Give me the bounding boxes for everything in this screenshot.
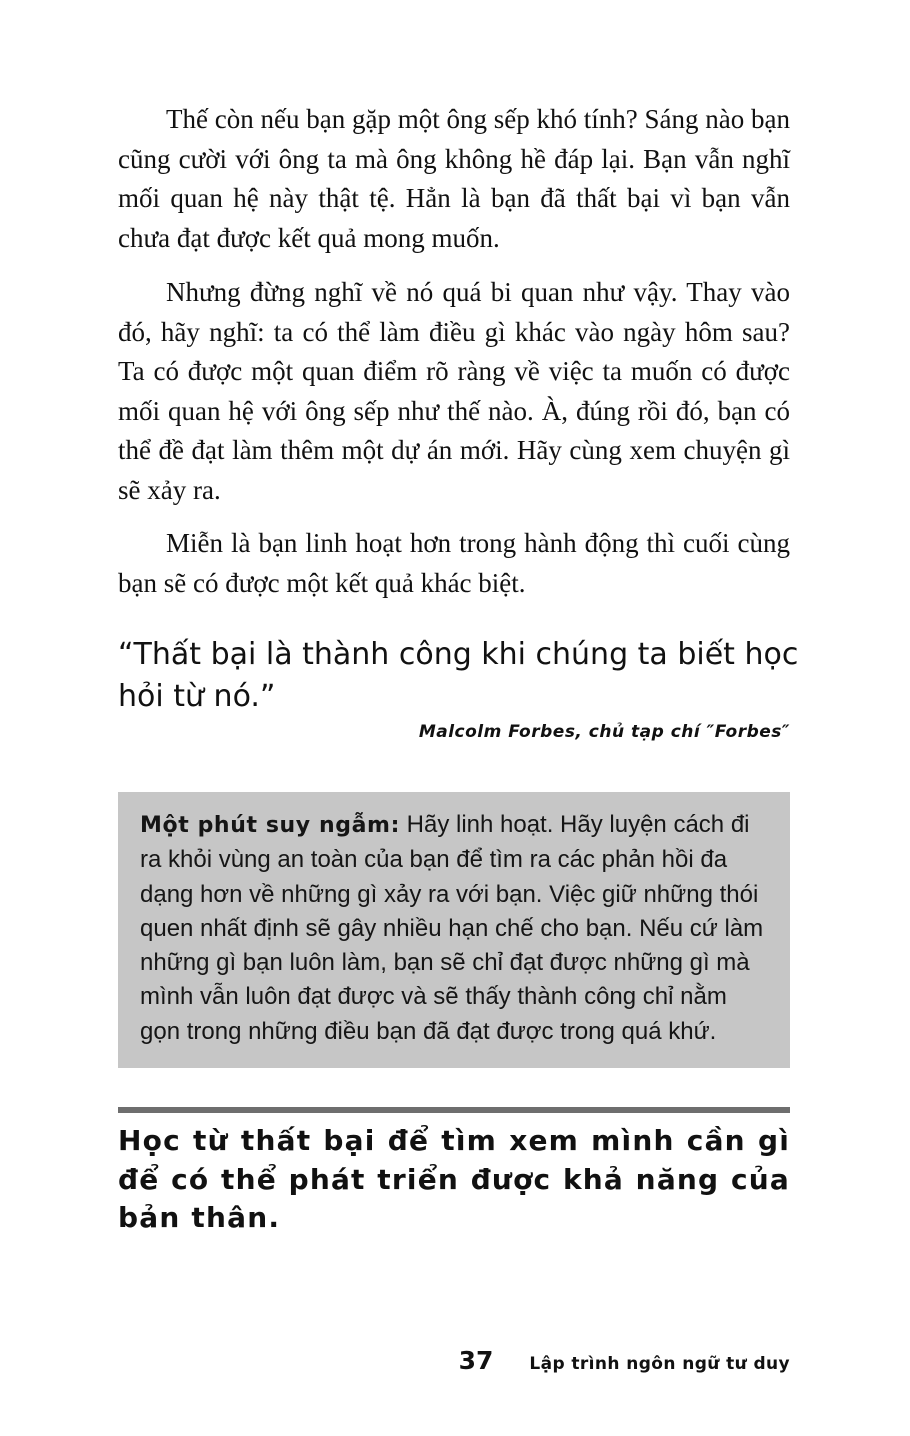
- body-paragraph-2: Nhưng đừng nghĩ về nó quá bi quan như vậy. Thay vào đó, hãy nghĩ: ta có thể làm điều gì khác vào ngày hôm sau? Ta có được một quan điểm rõ ràng về việc ta muốn có được mối quan hệ với ông sếp như thế nào. À, đúng rồi đó, bạn có thể đề đạt làm thêm một dự án mới. Hãy cùng xem chuyện gì sẽ xảy ra.: [118, 277, 790, 505]
- body-paragraph-1: Thế còn nếu bạn gặp một ông sếp khó tính? Sáng nào bạn cũng cười với ông ta mà ông không hề đáp lại. Bạn vẫn nghĩ mối quan hệ này thật tệ. Hẳn là bạn đã thất bại vì bạn vẫn chưa đạt được kết quả mong muốn.: [118, 104, 790, 253]
- pull-quote: “Thất bại là thành công khi chúng ta biết học hỏi từ nó.”: [118, 637, 799, 714]
- reflection-label: Một phút suy ngẫm:: [140, 813, 400, 838]
- book-title: Lập trình ngôn ngữ tư duy: [529, 1354, 790, 1374]
- key-takeaway: Học từ thất bại để tìm xem mình cần gì để có thể phát triển được khả năng của bản thân.: [118, 1124, 790, 1234]
- body-paragraph-3: Miễn là bạn linh hoạt hơn trong hành động thì cuối cùng bạn sẽ có được một kết quả khác biệt.: [118, 528, 790, 598]
- reflection-paragraph: [140, 808, 770, 1049]
- section-divider: [118, 1107, 790, 1113]
- quote-attribution: Malcolm Forbes, chủ tạp chí ″Forbes″: [418, 722, 790, 742]
- page-footer: [459, 1346, 790, 1375]
- page-number: 37: [458, 1346, 494, 1375]
- reflection-body: Hãy linh hoạt. Hãy luyện cách đi ra khỏi vùng an toàn của bạn để tìm ra các phản hồi đa dạng hơn về những gì xảy ra với bạn. Việc giữ những thói quen nhất định sẽ gây nhiều hạn chế cho bạn. Nếu cứ làm những gì bạn luôn làm, bạn sẽ chỉ đạt được những gì mà mình vẫn luôn đạt được và sẽ thấy thành công chỉ nằm gọn trong những điều bạn đã đạt được trong quá khứ.: [140, 811, 764, 1045]
- reflection-box: [118, 792, 790, 1068]
